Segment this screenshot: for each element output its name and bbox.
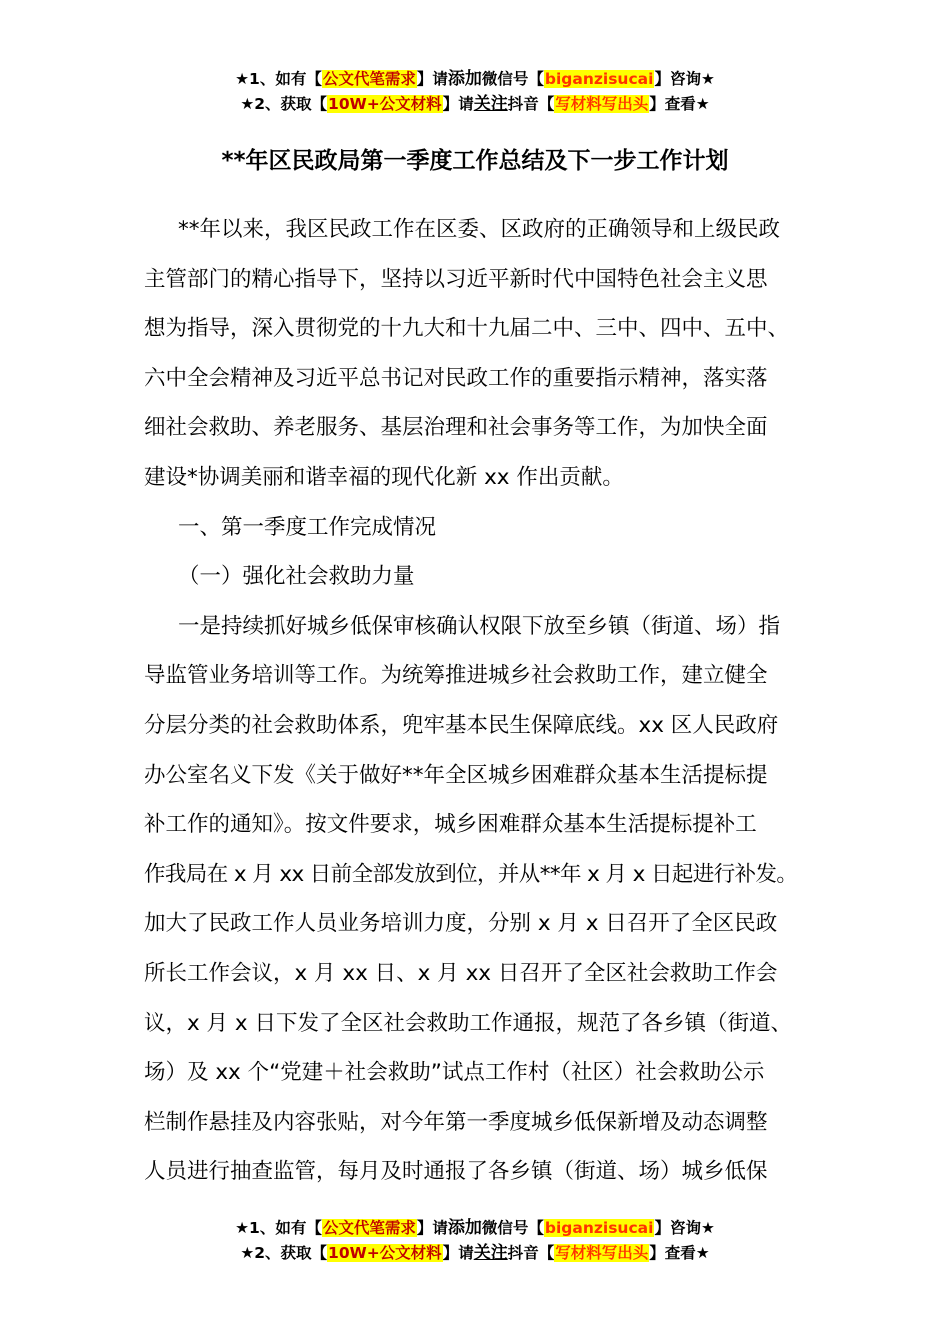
banner-text: ★1、如有【 — [235, 1219, 322, 1237]
highlight-douyin-account: 写材料写出头 — [555, 95, 649, 113]
banner-text: 】咨询★ — [654, 70, 715, 88]
banner-emphasis: 关注 — [473, 1243, 508, 1263]
paragraph-line: 加大了民政工作人员业务培训力度，分别 x 月 x 日召开了全区民政 — [144, 911, 778, 937]
paragraph-line: **年以来，我区民政工作在区委、区政府的正确领导和上级民政 — [178, 217, 781, 242]
banner-text: 】查看★ — [649, 1244, 710, 1262]
paragraph-line: 人员进行抽查监管，每月及时通报了各乡镇（街道、场）城乡低保 — [144, 1159, 768, 1185]
document-title: **年区民政局第一季度工作总结及下一步工作计划 — [221, 148, 729, 174]
banner-text: 】请 — [442, 95, 474, 113]
highlight-douyin-account: 写材料写出头 — [555, 1244, 649, 1262]
banner-line-1 — [0, 1216, 950, 1241]
document-body — [144, 205, 824, 1197]
paragraph-line: 细社会救助、养老服务、基层治理和社会事务等工作，为加快全面 — [144, 415, 768, 441]
paragraph-line: 作我局在 x 月 xx 日前全部发放到位，并从**年 x 月 x 日起进行补发。 — [144, 861, 798, 887]
subsection-heading: （一）强化社会救助力量 — [178, 564, 415, 590]
paragraph-line: 场）及 xx 个“党建＋社会救助”试点工作村（社区）社会救助公示 — [144, 1060, 765, 1086]
header-banner — [0, 67, 950, 117]
paragraph-line: 建设*协调美丽和谐幸福的现代化新 xx 作出贡献。 — [144, 464, 624, 490]
banner-text: 】请 — [416, 1219, 448, 1237]
highlight-materials: 10W+公文材料 — [328, 95, 442, 113]
banner-text: ★2、获取【 — [240, 95, 328, 113]
highlight-writing-service: 公文代笔需求 — [322, 1219, 416, 1237]
paragraph-line: 议，x 月 x 日下发了全区社会救助工作通报，规范了各乡镇（街道、 — [144, 1010, 792, 1036]
banner-text: ★1、如有【 — [235, 70, 322, 88]
section-heading: 一、第一季度工作完成情况 — [178, 514, 437, 540]
paragraph-line: 补工作的通知》。按文件要求，城乡困难群众基本生活提标提补工 — [144, 812, 757, 838]
paragraph-line: 想为指导，深入贯彻党的十九大和十九届二中、三中、四中、五中、 — [144, 316, 790, 342]
highlight-wechat-id: biganzisucai — [544, 70, 654, 88]
banner-text: 微信号【 — [481, 70, 544, 88]
banner-line-1 — [0, 67, 950, 92]
banner-text: 】咨询★ — [654, 1219, 715, 1237]
highlight-wechat-id: biganzisucai — [544, 1219, 654, 1237]
banner-text: ★2、获取【 — [240, 1244, 328, 1262]
banner-text: 微信号【 — [481, 1219, 544, 1237]
banner-emphasis: 添加 — [447, 69, 482, 89]
paragraph-line: 分层分类的社会救助体系，兜牢基本民生保障底线。xx 区人民政府 — [144, 712, 779, 738]
banner-line-2 — [0, 1241, 950, 1266]
paragraph-line: 栏制作悬挂及内容张贴，对今年第一季度城乡低保新增及动态调整 — [144, 1109, 768, 1135]
paragraph-line: 所长工作会议，x 月 xx 日、x 月 xx 日召开了全区社会救助工作会 — [144, 960, 778, 986]
banner-line-2 — [0, 92, 950, 117]
banner-text: 抖音【 — [507, 1244, 555, 1262]
paragraph-line: 主管部门的精心指导下，坚持以习近平新时代中国特色社会主义思 — [144, 266, 768, 292]
banner-text: 】查看★ — [649, 95, 710, 113]
banner-emphasis: 关注 — [473, 94, 508, 114]
paragraph-line: 导监管业务培训等工作。为统筹推进城乡社会救助工作，建立健全 — [144, 663, 768, 689]
highlight-writing-service: 公文代笔需求 — [322, 70, 416, 88]
banner-text: 抖音【 — [507, 95, 555, 113]
paragraph-line: 办公室名义下发《关于做好**年全区城乡困难群众基本生活提标提 — [144, 762, 768, 788]
banner-text: 】请 — [416, 70, 448, 88]
banner-text: 】请 — [442, 1244, 474, 1262]
paragraph-line: 一是持续抓好城乡低保审核确认权限下放至乡镇（街道、场）指 — [178, 613, 781, 639]
footer-banner — [0, 1216, 950, 1266]
paragraph-line: 六中全会精神及习近平总书记对民政工作的重要指示精神，落实落 — [144, 365, 768, 391]
highlight-materials: 10W+公文材料 — [328, 1244, 442, 1262]
banner-emphasis: 添加 — [447, 1218, 482, 1238]
